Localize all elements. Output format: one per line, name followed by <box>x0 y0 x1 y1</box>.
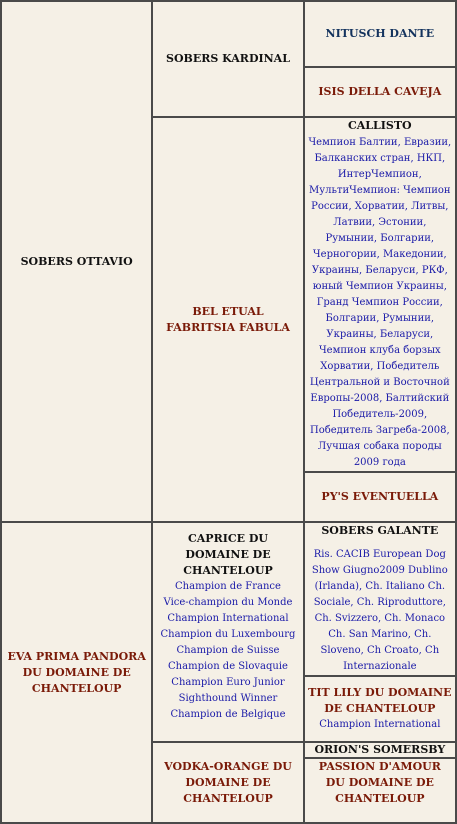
dss-name: SOBERS GALANTE <box>321 524 439 537</box>
ddd-cell[interactable] <box>304 758 456 823</box>
dsd-titles: Champion International <box>319 719 441 730</box>
dam-sire-title-6: Champion de Slovaquie <box>168 661 288 672</box>
dam-sire-title-9: Champion de Belgique <box>170 709 286 720</box>
sdd-cell[interactable] <box>304 472 456 522</box>
sds-cell[interactable] <box>304 117 456 472</box>
sire-dam-cell[interactable] <box>152 117 303 522</box>
ssd-cell[interactable] <box>304 67 456 117</box>
dss-cell[interactable] <box>304 522 456 676</box>
ddd-name: PASSION D'AMOUR DU DOMAINE DE CHANTELOUP <box>318 760 441 805</box>
sss-cell[interactable] <box>304 1 456 67</box>
dam-sire-title-4: Champion du Luxembourg <box>160 629 296 640</box>
sire-name: SOBERS OTTAVIO <box>20 254 133 268</box>
sds-name: CALLISTO <box>348 119 412 132</box>
dam-sire-title-7: Champion Euro Junior <box>171 677 285 688</box>
sire-cell[interactable] <box>1 1 152 522</box>
dds-name: ORION'S SOMERSBY <box>314 743 446 756</box>
dam-sire-title-3: Champion International <box>167 613 289 624</box>
dam-cell[interactable] <box>1 522 152 823</box>
dam-sire-title-2: Vice-champion du Monde <box>163 597 293 608</box>
dsd-name: TIT LILY DU DOMAINE DE CHANTELOUP <box>308 686 452 715</box>
dam-dam-name: VODKA-ORANGE DU DOMAINE DE CHANTELOUP <box>164 759 292 805</box>
sire-sire-cell[interactable] <box>152 1 303 117</box>
dam-sire-cell[interactable] <box>152 522 303 742</box>
dam-name: EVA PRIMA PANDORA DU DOMAINE DE CHANTELOUP <box>7 649 146 695</box>
sds-titles: Чемпион Балтии, Евразии, Балканских стран, НКП, ИнтерЧемпион, МультиЧемпион: Чемпион России, Хорватии, Литвы, Латвии, Эстонии, Румынии, Болгарии, Черногории, Македонии, Украины, Беларуси, РКФ, юный Чемпион Украины, Гранд Чемпион России, Болгарии, Румынии, Украины, Беларуси, Чемпион клуба борзых Хорватии, Победитель Центральной и Восточной Европы-2008, Балтийский Победитель-2009, Победитель Загреба-2008, Лучшая собака породы 2009 года <box>308 137 452 468</box>
dam-sire-name: CAPRICE DU DOMAINE DE CHANTELOUP <box>183 532 273 577</box>
dam-sire-title-5: Champion de Suisse <box>176 645 280 656</box>
sire-sire-name: SOBERS KARDINAL <box>166 52 290 65</box>
sire-dam-name: BEL ETUAL FABRITSIA FABULA <box>166 304 290 334</box>
dam-dam-cell[interactable] <box>152 742 303 823</box>
dam-sire-title-8: Sighthound Winner <box>178 693 278 704</box>
sdd-name: PY'S EVENTUELLA <box>321 490 439 503</box>
dss-titles: Ris. CACIB European Dog Show Giugno2009 Dublino (Irlanda), Ch. Italiano Ch. Sociale, Ch. Riproduttore, Ch. Svizzero, Ch. Monaco Ch. San Marino, Ch. Sloveno, Ch Croato, Ch Internazionale <box>311 549 448 672</box>
sss-name: NITUSCH DANTE <box>325 27 435 40</box>
dsd-cell[interactable] <box>304 676 456 742</box>
dam-sire-title-1: Champion de France <box>175 581 281 592</box>
ssd-name: ISIS DELLA CAVEJA <box>318 85 442 98</box>
dds-cell[interactable] <box>304 742 456 758</box>
